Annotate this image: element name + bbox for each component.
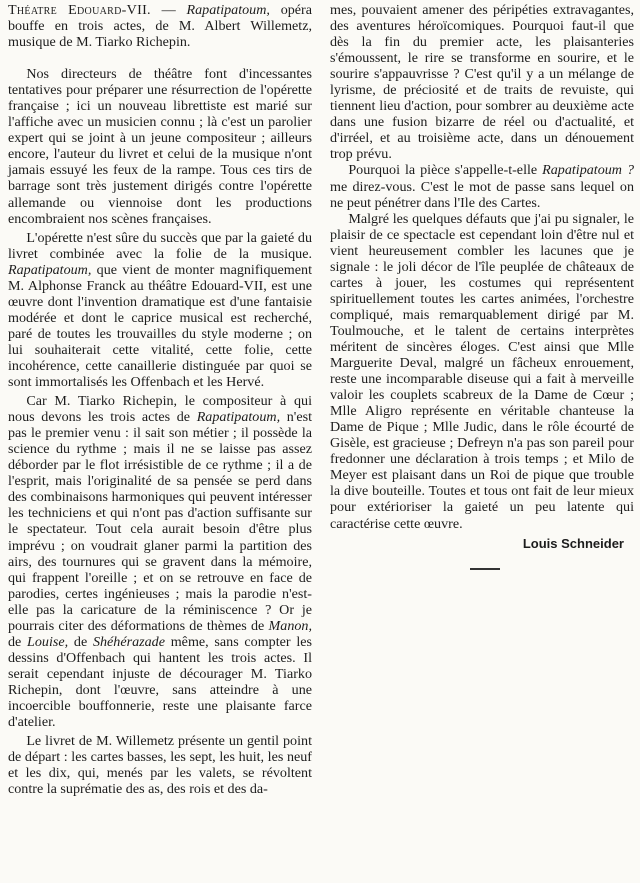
paragraph-2-title: Rapatipatoum,	[8, 261, 92, 278]
paragraph-3-text-b: n'est pas le premier venu : il sait son métier ; il possède la science du rythme ; mais il ne se laisse pas assez déborder par le flot irrésistible de ce rythme ; il a de l'esprit, mais l'originalité de sa pensée se perd dans des combinaisons harmoniques qui peuvent intéresser les techniciens et qui n'ont pas d'action suffisante sur le spectateur. Tout cela aurait besoin d'être plus imprévu ; on voudrait glaner parmi la partition des airs, des tournures qui se gravent dans la mémoire, qui frappent l'oreille ; et on se retrouve en face de parodies, certes ingénieuses ; mais la parodie n'est-elle pas la caricature de la réminiscence ? Or je pourrais citer des déformations de thèmes de	[8, 409, 312, 634]
paragraph-3-de-2: de	[68, 633, 93, 650]
paragraph-5-text-b: me direz-vous. C'est le mot de passe sans lequel on ne peut pénétrer dans l'Ile des Cartes.	[330, 178, 634, 211]
paragraph-2	[8, 230, 312, 390]
header-dash: —	[150, 2, 187, 18]
paragraph-3-title: Rapatipatoum,	[196, 409, 281, 426]
paragraph-3-sheherazade: Shéhérazade	[92, 633, 165, 650]
paragraph-4-continued: mes, pouvaient amener des péripéties extravagantes, des aventures héroïcomiques. Pourquoi faut-il que dès la fin du premier acte, les plaisanteries s'émoussent, le rire se transforme en sourire, et le sourire s'appauvrisse ? C'est qu'il y a un mélange de lyrisme, de préciosité et de traits de revuiste, qui tiennent lieu d'action, pour sombrer au deuxième acte dans une fusion bizarre de réel ou d'actualité, et d'irréel, et au troisième acte, dans un dénouement trop prévu.	[330, 2, 634, 163]
paragraph-3-text-c: même, sans compter les dessins d'Offenbach qui hantent les trois actes. Il serait cependant injuste de décourager M. Tiarko Richepin, dont l'œuvre, sans atteindre à une incoercible bouffonnerie, reste une plaisante farce d'atelier.	[8, 633, 312, 731]
paragraph-1: Nos directeurs de théâtre font d'incessantes tentatives pour préparer une résurrection de l'opérette française ; ici un nouveau librettiste est marié sur l'affiche avec un musicien connu ; là c'est un parolier expert qui se joint à un jeune compositeur ; ailleurs encore, l'auteur du livret et celui de la musique n'ont jamais essuyé les feux de la rampe. Tous ces tirs de barrage sont très justement dirigés contre l'opérette allemande ou viennoise dont les productions encombraient nos scènes françaises.	[8, 66, 312, 227]
paragraph-5-text-a: Pourquoi la pièce s'appelle-t-elle	[348, 162, 543, 179]
theatre-name: Théatre Edouard-VII.	[8, 2, 151, 18]
author-signature: Louis Schneider	[522, 535, 624, 551]
paragraph-4: Le livret de M. Willemetz présente un gentil point de départ : les cartes basses, les sept, les huit, les neuf et les dix, qui, menés par les valets, se révoltent contre la suprématie des as, des rois et des da-	[8, 733, 312, 798]
paragraph-3-manon: Manon,	[268, 617, 312, 634]
header-credits: opéra bouffe en trois actes, de M. Albert Willemetz, musique de M. Tiarko Richepin.	[8, 2, 312, 51]
paragraph-5-title: Rapatipatoum ?	[542, 162, 634, 179]
paragraph-3-text-a: Car M. Tiarko Richepin, le compositeur à qui nous devons les trois actes de	[8, 393, 312, 426]
right-column	[330, 2, 634, 570]
left-column	[8, 2, 312, 797]
end-rule	[470, 568, 500, 570]
play-title: Rapatipatoum,	[186, 2, 270, 18]
review-header	[8, 2, 312, 50]
paragraph-3-de-1: de	[8, 633, 28, 650]
paragraph-5	[330, 162, 634, 210]
paragraph-2-text-a: L'opérette n'est sûre du succès que par la gaieté du livret combinée avec la folie de la musique.	[8, 229, 312, 262]
paragraph-3-louise: Louise,	[27, 633, 69, 650]
paragraph-3	[8, 393, 312, 730]
paragraph-2-text-b: que vient de monter magnifiquement M. Alphonse Franck au théâtre Edouard-VII, est une œuvre dont l'invention dramatique est d'une fantaisie modérée et dont le caprice musical est recherché, paré de toutes les trouvailles du style moderne ; on lui souhaiterait cette vitalité, cette folie, cette incohérence, cette canaillerie distinguée par quoi se sont immortalisés les Offenbach et les Hervé.	[8, 261, 312, 391]
paragraph-6: Malgré les quelques défauts que j'ai pu signaler, le plaisir de ce spectacle est cependant loin d'être nul et vient heureusement combler les lacunes que je signale : le joli décor de l'île peuplée de châteaux de cartes à jouer, les costumes qui représentent spirituellement toutes les cartes animées, l'orchestre compliqué, mais remarquablement dirigé par M. Toulmouche, et le talent de certains interprètes méritent de sincères éloges. C'est ainsi que Mlle Marguerite Deval, malgré un fâcheux enrouement, reste une incomparable diseuse qui a fait à merveille valoir les couplets scabreux de la Dame de Cœur ; Mlle Aligro représente en véritable chanteuse la Dame de Pique ; Mlle Judic, dans le rôle écourté de Gisèle, est gracieuse ; Defreyn n'a pas son pareil pour fredonner une déclaration à trois temps ; et Milo de Meyer est plaisant dans un Roi de pique que trouble la dive bouteille. Toutes et tous ont fait de leur mieux pour extérioriser la gaieté un peu latente qui caractérise cette œuvre.	[330, 210, 634, 532]
